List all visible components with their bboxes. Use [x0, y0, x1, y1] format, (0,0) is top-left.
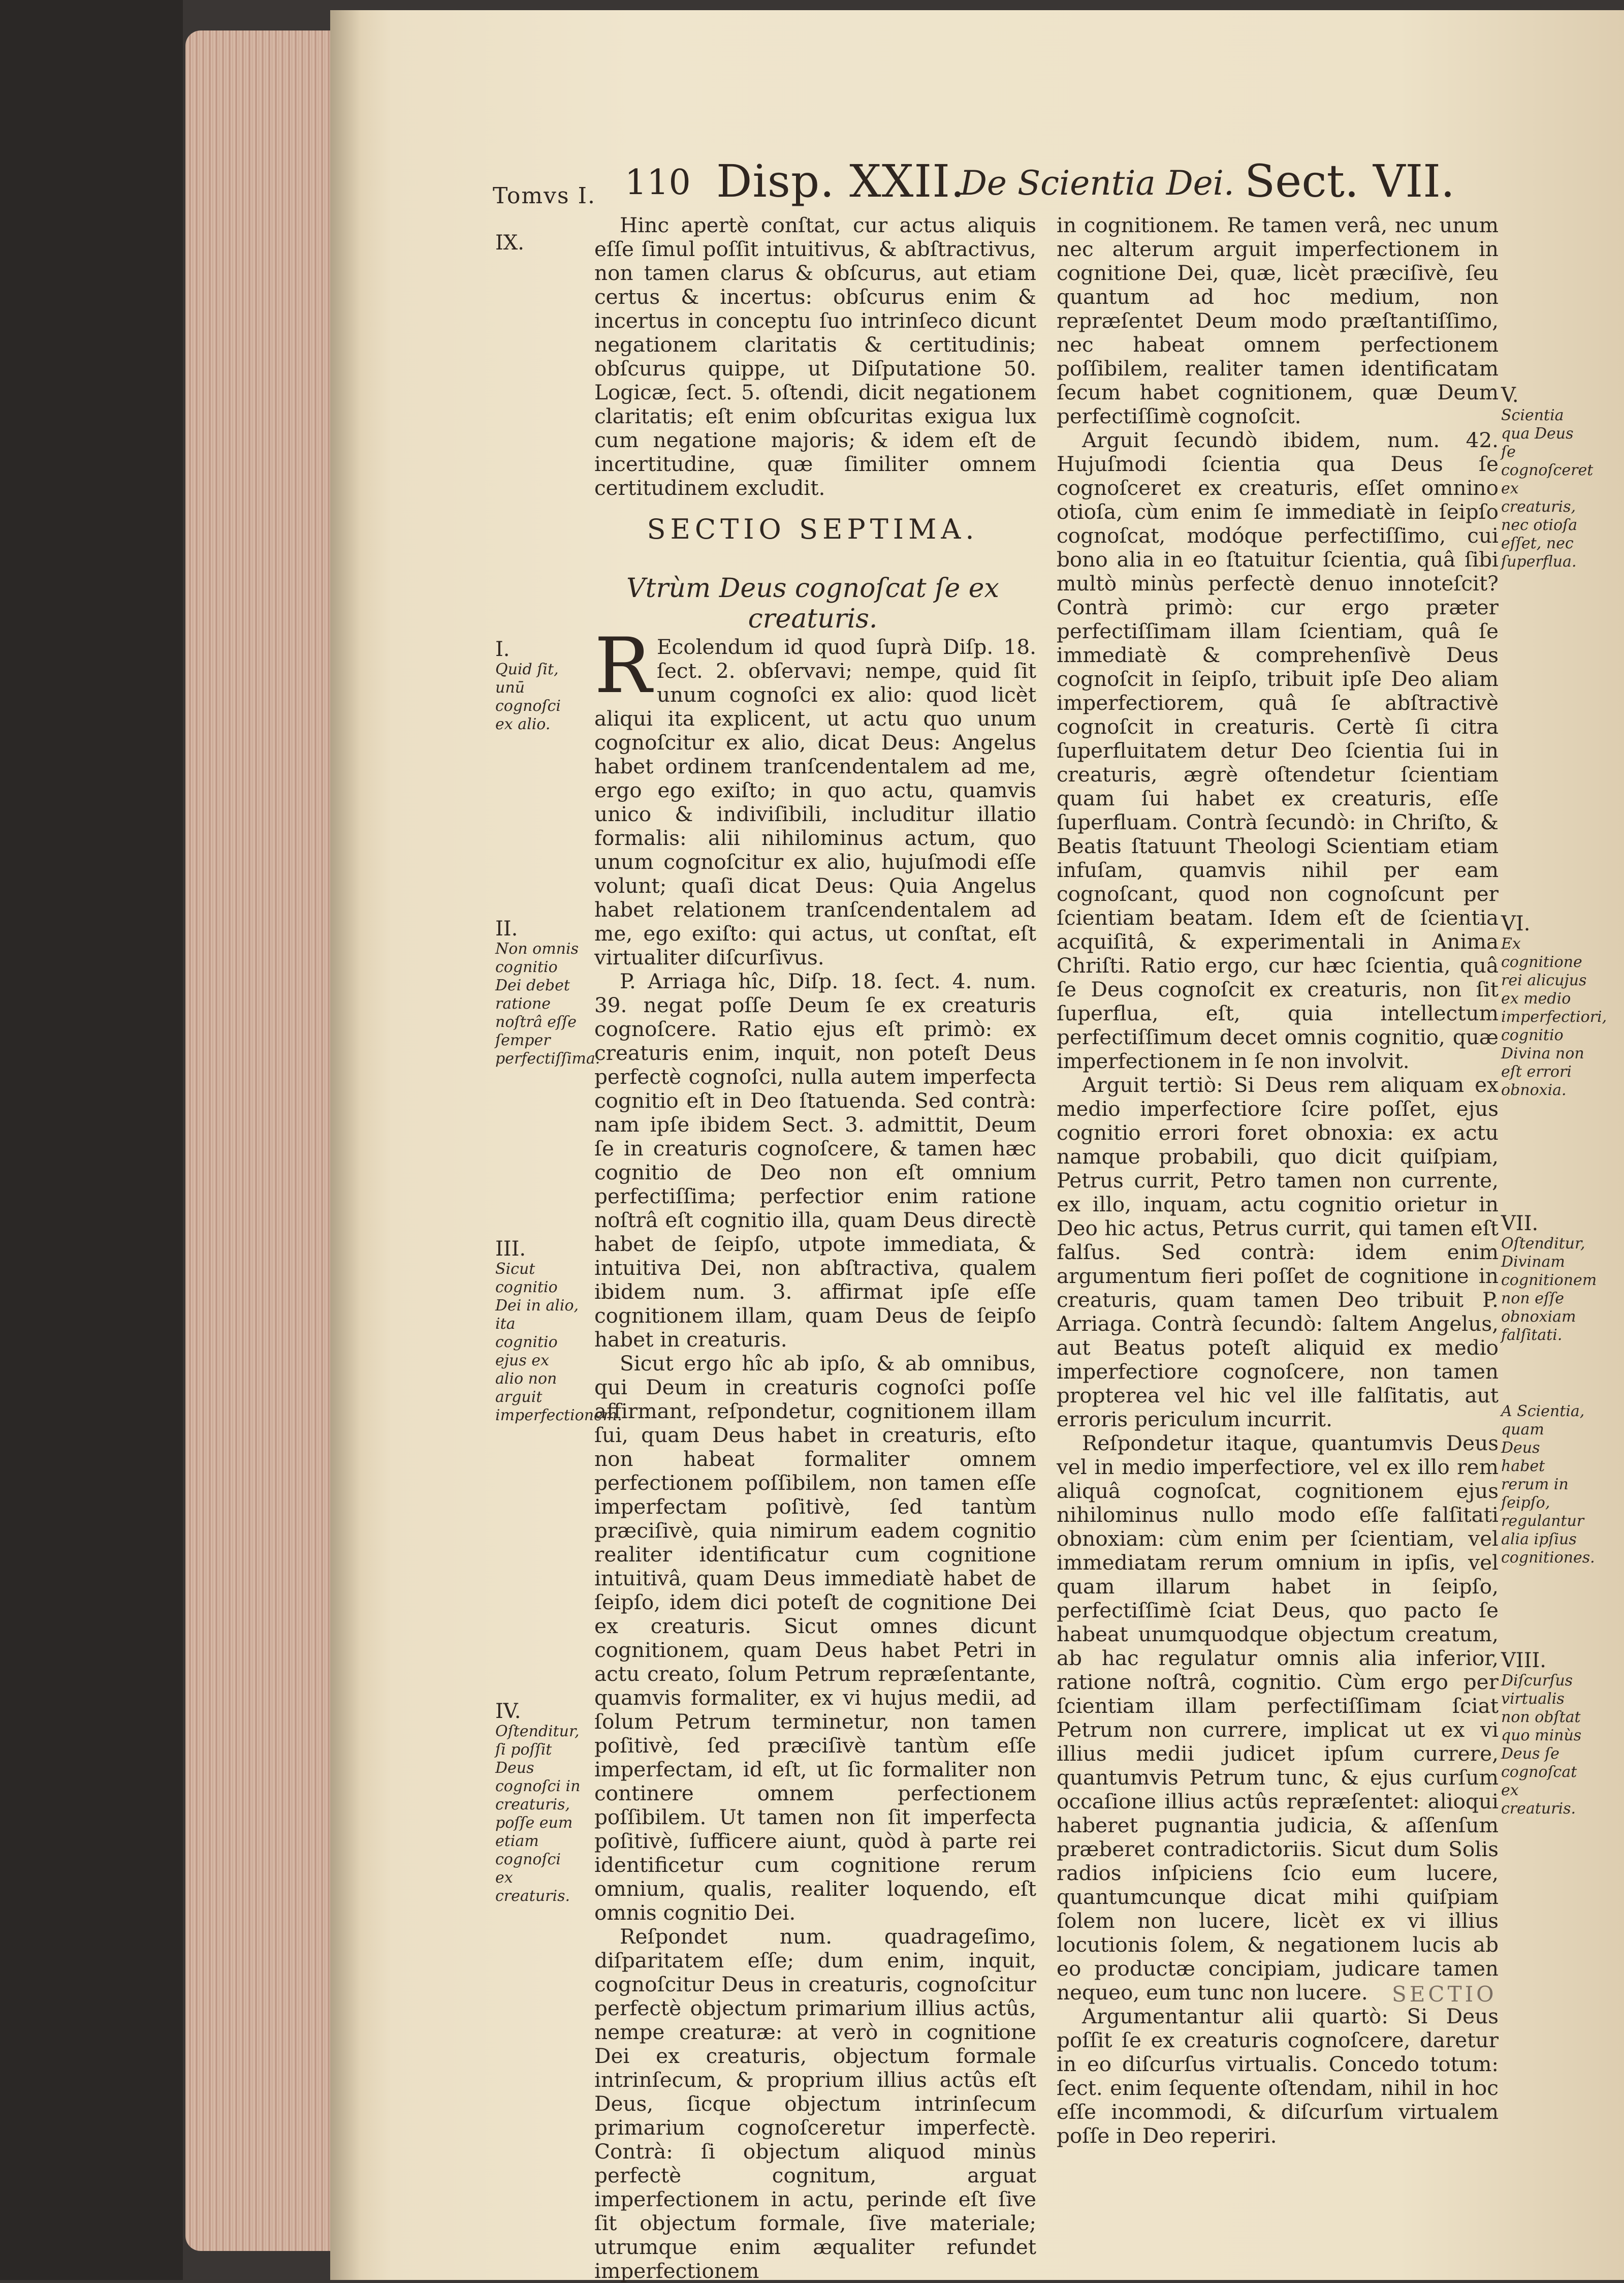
margin-note-number: VII. — [1501, 1212, 1539, 1235]
page-number: 110 — [625, 163, 691, 203]
margin-note-right-vii — [1501, 1212, 1597, 1344]
margin-note-number: V. — [1501, 384, 1519, 407]
margin-note-left-ix — [495, 231, 582, 255]
margin-note-number: VI. — [1501, 912, 1531, 935]
right-paragraph-5: Argumentantur alii quartò: Si Deus poſſit ſe ex creaturis cognoſcere, daretur in eo diſcurſus virtualis. Concedo totum: ſect. enim ſequente oſtendam, nihil in hoc eſſe incommodi, & diſcurſum virtualem poſſe in Deo reperiri. — [1057, 2004, 1499, 2148]
margin-note-text: Non omnis cognitio Dei debet ratione noſtrâ eſſe ſemper perfectiſſima. — [495, 940, 600, 1068]
header-topic: De Scientia Dei. — [960, 164, 1234, 203]
background-left — [0, 0, 183, 2280]
paragraph-3: Sicut ergo hîc ab ipſo, & ab omnibus, qui Deum in creaturis cognoſci poſſe affirmant, reſpondetur, cognitionem illam ſui, quam Deus habet in creaturis, eſto non habeat formaliter omnem perfectionem poſſibilem, non tamen eſſe imperfectam poſitivè, ſed tantùm præciſivè, quia nimirum eadem cognitio realiter identificatur cum cognitione intuitivâ, quam Deus immediatè habet de ſeipſo, idem dici poteſt de cognitione Dei ex creaturis. Sicut omnes dicunt cognitionem, quam Deus habet Petri in actu creato, ſolum Petrum repræſentante, quamvis formaliter, ex vi hujus medii, ad ſolum Petrum terminetur, non tamen poſitivè, ſed præciſivè tantùm eſſe imperfectam, id eſt, ut ſic formaliter non continere omnem perfectionem poſſibilem. Ut tamen non ſit imperfecta poſitivè, ſufficere aiunt, quòd à parte rei identificetur cum cognitione rerum omnium, qualis, realiter loquendo, eſt omnis cognitio Dei. — [594, 1351, 1036, 1925]
margin-note-text: Sicut cognitio Dei in alio, ita cognitio ejus ex alio non arguit imperfectionem. — [495, 1260, 622, 1424]
paragraph-4: Reſpondet num. quadrageſimo, diſparitatem eſſe; dum enim, inquit, cognoſcitur Deus in creaturis, cognoſcitur perfectè objectum primarium illius actûs, nempe creaturæ: at verò in cognitione Dei ex creaturis, objectum formale intrinſecum, & proprium illius actûs eſt Deus, ſicque objectum intrinſecum primarium cognoſceretur imperfectè. Contrà: ſi objectum aliquod minùs perfectè cognitum, arguat imperfectionem in actu, perinde eſt ſive ſit objectum formale, ſive materiale; utrumque enim æqualiter refundet imperfectionem — [594, 1924, 1036, 2283]
page-gutter-shadow — [330, 10, 361, 2280]
dropcap: R — [594, 622, 652, 710]
header-disputation: Disp. XXII. — [716, 155, 965, 207]
margin-note-right-v — [1501, 384, 1594, 571]
margin-note-number: I. — [495, 638, 510, 661]
margin-note-text: Oſtenditur, ſi poſſit Deus cognoſci in creaturis, poſſe eum etiam cognoſci ex creaturis. — [495, 1723, 581, 1905]
right-paragraph-3: Arguit tertiò: Si Deus rem aliquam ex medio imperfectiore ſcire poſſet, ejus cognitio errori foret obnoxia: ex actu namque probabili, quo dicit quiſpiam, Petrus currit, Petro tamen non currente, ex illo, inquam, actu cognitio orietur in Deo hic actus, Petrus currit, qui tamen eſt falſus. Sed contrà: idem enim argumentum fieri poſſet de cognitione in creaturis, quam tamen Deo tribuit P. Arriaga. Contrà ſecundò: ſaltem Angelus, aut Beatus poteſt aliquid ex medio imperfectiore cognoſcere, non tamen propterea vel hic vel ille falſitatis, aut erroris periculum incurrit. — [1057, 1073, 1499, 1431]
paragraph-1-text: Ecolendum id quod ſuprà Diſp. 18. ſect. 2. obſervavi; nempe, quid ſit unum cognoſci ex alio: quod licèt aliqui ita explicent, ut actu quo unum cognoſcitur ex alio, dicat Deus: Angelus habet ordinem tranſcendentalem ad me, ergo ego exiſto; in quo actu, quamvis unico & indiviſibili, includitur illatio formalis: alii nihilominus actum, quo unum cognoſcitur ex alio, hujuſmodi eſſe volunt; quaſi dicat Deus: Quia Angelus habet relationem tranſcendentalem ad me, ego exiſto: qui actus, ut conſtat, eſt virtualiter diſcurſivus. — [594, 635, 1036, 970]
margin-note-right-viii — [1501, 1651, 1587, 1818]
paragraph-1 — [594, 622, 1036, 970]
right-paragraph-1: in cognitionem. Re tamen verâ, nec unum nec alterum arguit imperfectionem in cognitione Dei, quæ, licèt præciſivè, ſeu quantum ad hoc medium, non repræſentet Deum modo præſtantiſſimo, nec habeat omnem perfectionem poſſibilem, realiter tamen identificatam ſecum habet cognitionem, quæ Deum perfectiſſimè cognoſcit. — [1057, 213, 1499, 428]
left-column-body — [594, 622, 1036, 2283]
margin-note-text: Diſcurſus virtualis non obſtat quo minùs Deus ſe cognoſcat ex creaturis. — [1501, 1672, 1582, 1818]
margin-note-left-iv — [495, 1702, 582, 1905]
margin-note-left-ii — [495, 917, 600, 1068]
margin-note-text: Scientia qua Deus ſe cognoſceret ex creaturis, nec otioſa eſſet, nec ſuperflua. — [1501, 406, 1594, 571]
book-fore-edge — [185, 30, 338, 2251]
right-column — [1057, 213, 1499, 2148]
margin-note-number: II. — [495, 917, 518, 941]
left-column-top — [594, 213, 1036, 500]
section-subtitle: Vtrùm Deus cognoſcat ſe ex creaturis. — [626, 573, 999, 634]
catchword: SECTIO — [1392, 1982, 1497, 2007]
margin-note-right-vi — [1501, 912, 1607, 1100]
opening-paragraph: Hinc apertè conſtat, cur actus aliquis eſſe ſimul poſſit intuitivus, & abſtractivus, non tamen clarus & obſcurus, aut etiam certus & incertus: obſcurus enim & incertus in conceptu ſuo intrinſeco dicunt negationem claritatis & certitudinis; obſcurus quippe, ut Diſputatione 50. Logicæ, ſect. 5. oſtendi, dicit negationem claritatis; eſt enim obſcuritas exigua lux cum negatione majoris; & idem eſt de incertitudine, quæ ſimiliter omnem certitudinem excludit. — [594, 213, 1036, 500]
margin-note-text: A Scientia, quam Deus habet rerum in ſeipſo, regulantur alia ipſius cognitiones. — [1501, 1402, 1595, 1567]
margin-note-text: Ex cognitione rei alicujus ex medio imperfectiori, cognitio Divina non eſt errori obnoxia. — [1501, 935, 1607, 1099]
header-section: Sect. VII. — [1245, 155, 1455, 207]
right-paragraph-2: Arguit ſecundò ibidem, num. 42. Hujuſmodi ſcientia qua Deus ſe cognoſceret ex creaturis, eſſet omnino otioſa, cùm enim ſe immediatè in ſeipſo cognoſcat, modóque perfectiſſimo, cui bono alia in eo ſtatuitur ſcientia, quâ ſibi multò minùs perfectè denuo innoteſcit? Contrà primò: cur ergo præter perfectiſſimam illam ſcientiam, quâ ſe immediatè & comprehenſivè Deus cognoſcit in ſeipſo, tribuit ipſe Deo aliam imperfectiorem, quâ ſe abſtractivè cognoſcit in creaturis. Certè ſi citra ſuperfluitatem detur Deo ſcientia ſui in creaturis, ægrè oſtendetur ſcientiam quam ſui habet ex creaturis, eſſe ſuperfluam. Contrà ſecundò: in Chriſto, & Beatis ſtatuunt Theologi Scientiam etiam infuſam, quamvis nihil per eam cognoſcant, quod non cognoſcunt per ſcientiam beatam. Idem eſt de ſcientia acquiſitâ, & experimentali in Anima Chriſti. Ratio ergo, cur hæc ſcientia, quâ ſe Deus cognoſcit ex creaturis, non ſit ſuperflua, eſt, quia intellectum perfectiſſimum decet omnis cognitio, quæ imperfectionem in ſe non involvit. — [1057, 428, 1499, 1073]
margin-note-right-scientia — [1501, 1402, 1595, 1567]
margin-note-number: IX. — [495, 231, 524, 255]
margin-note-left-i — [495, 640, 582, 734]
header-tomus: Tomvs I. — [493, 183, 596, 209]
right-paragraph-4: Reſpondetur itaque, quantumvis Deus vel in medio imperfectiore, vel ex illo rem aliquâ cognoſcat, cognitionem ejus nihilominus nullo modo eſſe falſitati obnoxiam: cùm enim per ſcientiam, vel immediatam rerum omnium in ipſis, vel quam illarum habet in ſeipſo, perfectiſſimè ſciat Deus, quo pacto ſe habeat unumquodque objectum creatum, ab hac regulatur omnis alia inferior, ratione noſtrâ, cognitio. Cùm ergo per ſcientiam illam perfectiſſimam ſciat Petrum non currere, implicat ut ex vi illius medii judicet ipſum currere, quantumvis Petrum tunc, & ejus curſum occaſione illius actûs repræſentet: alioqui haberet pugnantia judicia, & aſſenſum præberet contradictoriis. Sicut dum Solis radios inſpiciens ſcio eum lucere, quantumcunque dicat mihi quiſpiam ſolem non lucere, licèt ex vi illius locutionis ſolem, & negationem lucis ab eo productæ concipiam, judicare tamen nequeo, eum tunc non lucere. — [1057, 1431, 1499, 2005]
margin-note-number: VIII. — [1501, 1649, 1547, 1672]
section-title: SECTIO SEPTIMA. — [647, 513, 979, 545]
margin-note-text: Quid ſit, unū cognoſci ex alio. — [495, 661, 561, 733]
margin-note-number: IV. — [495, 1700, 521, 1723]
paragraph-2: P. Arriaga hîc, Diſp. 18. ſect. 4. num. 39. negat poſſe Deum ſe ex creaturis cognoſcere. Ratio ejus eſt primò: ex creaturis enim, inquit, non poteſt Deus perfectè cognoſci, nulla autem imperfecta cognitio eſt in Deo ſtatuenda. Sed contrà: nam ipſe ibidem Sect. 3. admittit, Deum ſe in creaturis cognoſcere, & tamen hæc cognitio de Deo non eſt omnium perfectiſſima; perfectior enim ratione noſtrâ eſt cognitio illa, quam Deus directè habet de ſeipſo, utpote immediata, & intuitiva Dei, non abſtractiva, qualem ibidem num. 3. affirmat ipſe eſſe cognitionem illam, quam Deus de ſeipſo habet in creaturis. — [594, 969, 1036, 1352]
margin-note-left-iii — [495, 1237, 622, 1425]
margin-note-number: III. — [495, 1237, 526, 1261]
margin-note-text: Oſtenditur, Divinam cognitionem non eſſe obnoxiam falſitati. — [1501, 1235, 1597, 1344]
